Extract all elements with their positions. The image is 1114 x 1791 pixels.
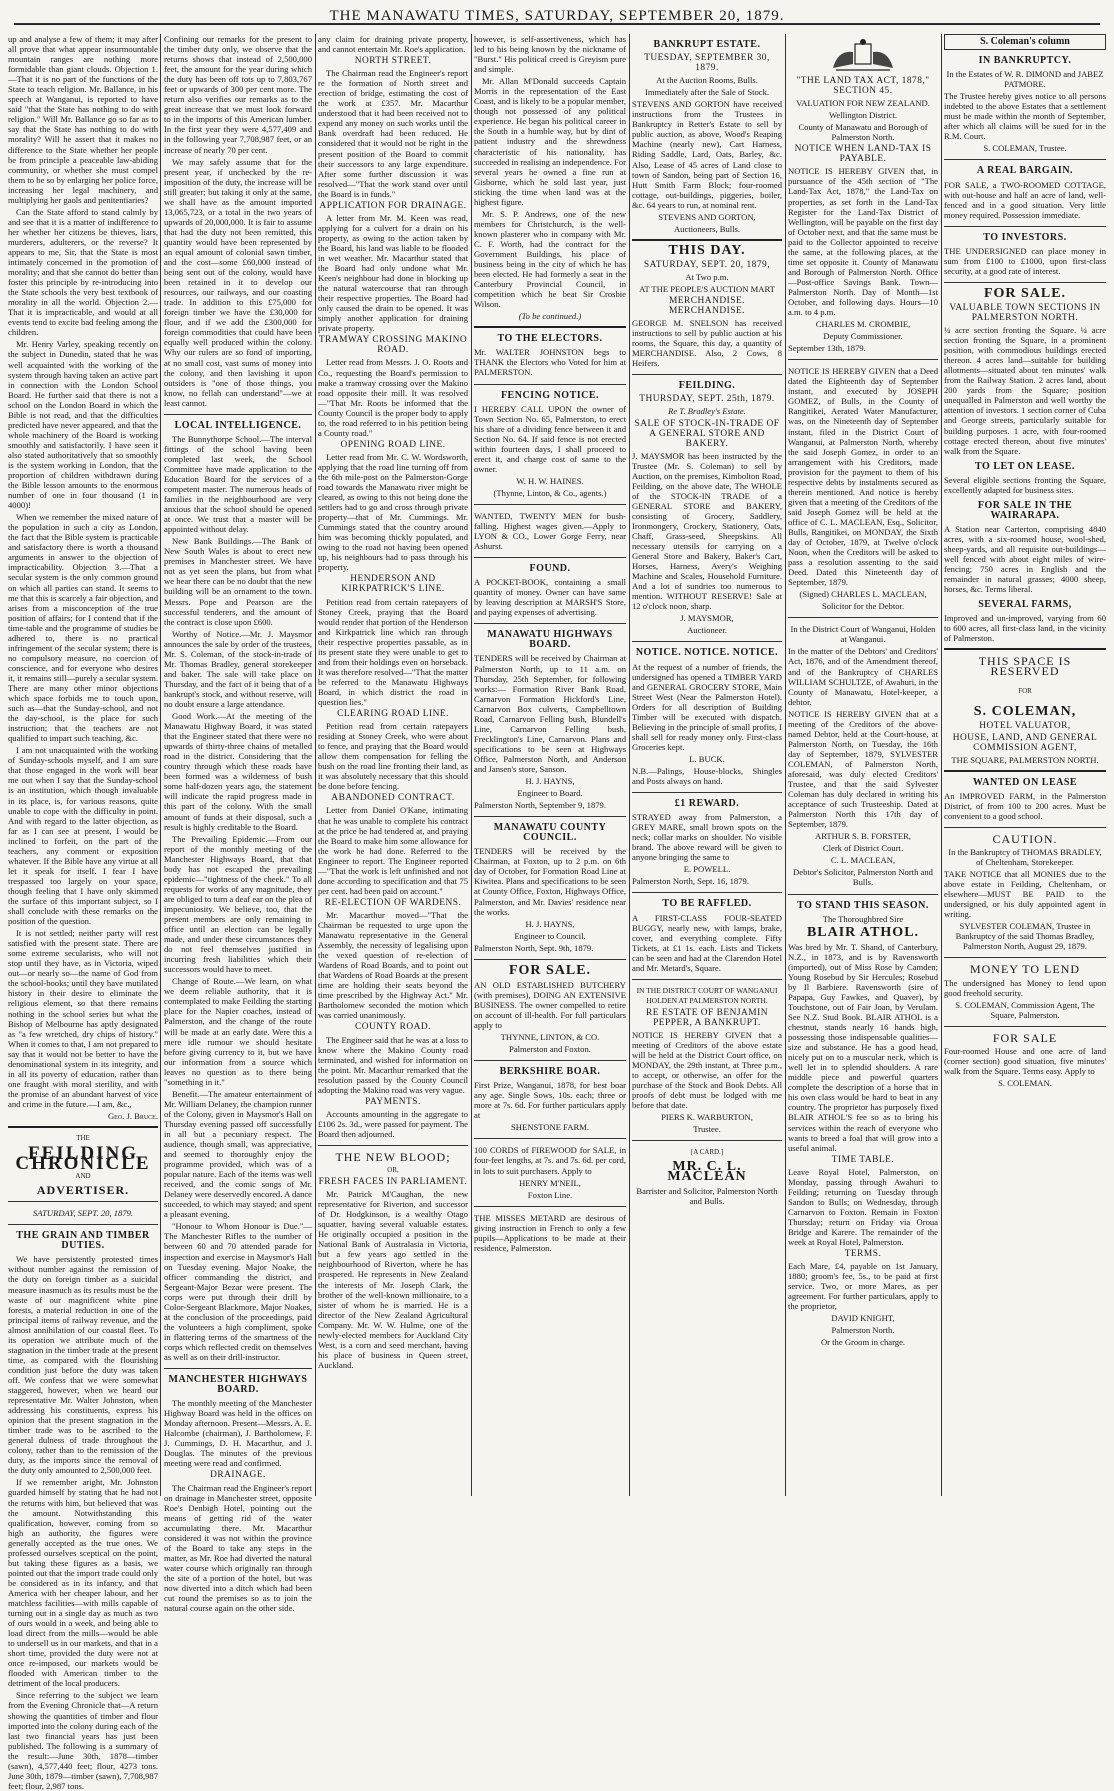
column-box-title: S. Coleman's column: [944, 34, 1106, 50]
ad-body: THE MISSES METARD are desirous of giving instruction in French to only a few pupils—Applications to be made at their residence, Palmerston.: [474, 1212, 626, 1253]
divider: [632, 979, 782, 980]
ad-signature: H. J. HAYNS,: [525, 918, 575, 929]
ad-body: NOTICE IS HEREBY GIVEN that, in pursuance of the 45th section of "The Land-Tax Act, 1878," the Land-Tax on properties, as set forth in the Land-Tax Register for the Land-Tax District of Wellington, will be payable on the first day of October next, and that the same must be paid to the Collector appointed to receive the same, at the following places, at the time set opposite it. County of Manawatu and Borough of Palmerston North. Office—Post-office Savings Bank. Town—Palmerston North. Day of Month—1st October, and following days. Hours—10 a.m. to 4 p.m.: [788, 166, 938, 318]
divider: [474, 384, 626, 385]
ad-signature: (Thynne, Linton, & Co., agents.): [493, 487, 607, 498]
ad-heading: A REAL BARGAIN.: [976, 165, 1074, 177]
article-paragraph: Since referring to the subject we learn from the Evening Chronicle that—A return showing the quantities of timber and flour imported into the colony during each of the last two financial years has just been published. The following is a summary of the result:—June 30th, 1878—timber (sawn), 4,577,440 feet; flour, 4273 tons. June 30th, 1879—timber (sawn), 7,708,987 feet; flour, 2,987 tons.: [8, 1690, 158, 1791]
news-item: The Prevailing Epidemic.—From our report of the monthly meeting of the Manchester Highways Board, that that body has not escaped the prevailing epidemic—"tightness of the cheek." To all requests for works of any magnitude, they are obliged to turn a deaf ear on the plea of impecuniosity. We believe, too, that the present members are only remaining in office until an election can be legally made, and under these circumstances they do not feel themselves justified in incurring fresh liabilities which their successors would have to meet.: [164, 833, 312, 975]
ad-signature: Palmerston North.: [831, 1325, 895, 1336]
news-item: Change of Route.—We learn, on what we deem reliable authority, that it is contemplated to make Feilding the starting place for the Napier coaches, instead of Palmerston, and the change of the route will be made at an early date. Were this a mere idle rumour we should hesitate before giving currency to it, but we have our information from a source which leaves no question as to there being "something in it.": [164, 976, 312, 1087]
ad-heading: FOR SALE.: [983, 285, 1067, 301]
ad-heading: IN BANKRUPTCY.: [978, 55, 1072, 67]
ad-signature: C. L. MACLEAN,: [830, 855, 896, 866]
ad-body: NOTICE IS HEREBY GIVEN that a Deed dated the Eighteenth day of September instant, and executed by JOSEPH GOMEZ, of Bulls, in the County of Rangitikei, Aerated Water Manufacturer, was, on the Nineteenth day of September instant, filed in the District Court of Wanganui, at Palmerston North, whereby the said Joseph Gomez, in order to an arrangement with his Creditors, made provision for the payment to them of his respective debts by instalments secured as therein mentioned. And notice is hereby given that a meeting of the Creditors of the said Joseph Gomez will be held at the office of C. L. MACLEAN, Esq., Solicitor, Bulls, Rangitikei, on MONDAY, the Sixth day of October, 1879, at Twelve o'clock Noon, when the Creditors will be asked to pass a resolution assenting to the said Deed. Dated this Nineteenth day of September, 1879.: [788, 366, 938, 588]
ad-sub: In the Estates of W. R. DIMOND and JABEZ PATMORE.: [946, 69, 1104, 90]
ad-body: STEVENS AND GORTON have received instructions from the Trustees in Bankruptcy in Retter's Estate to sell by public auction, as above, Wood's Reaping Machine (nearly new), Cart Harness, Riding Saddle, Lard, Oats, Barley, &c. Also, Lease of 45 acres of Land close to town of Sandon, being part of Section 16, Hutt Smith Farm Block; four-roomed cottage, out-buildings, piggeries, boiler, &c. 64 years to run, at nominal rent.: [632, 99, 782, 210]
ad-title: NOTICE WHEN LAND-TAX IS PAYABLE.: [794, 144, 932, 165]
section-heading: MANCHESTER HIGHWAYS BOARD.: [168, 1374, 308, 1396]
ad-body: Each Mare, £4, payable on 1st January, 1880; groom's fee, 5s., to be paid at first service. Two, or more Mares, as per agreement. For further particulars, apply to the proprietor,: [788, 1261, 938, 1312]
subheading: CLEARING ROAD LINE.: [337, 709, 449, 720]
ad-heading: BERKSHIRE BOAR.: [499, 1066, 601, 1078]
letter-signature: Geo. J. Bruce.: [107, 1110, 158, 1121]
ad-heading: SEVERAL FARMS,: [978, 599, 1072, 611]
ad-heading: MR. C. L. MACLEAN: [667, 1158, 747, 1184]
ad-signature: J. MAYSMOR,: [680, 613, 734, 624]
ad-heading: TO INVESTORS.: [983, 231, 1067, 243]
ad-time: At Two p.m.: [685, 271, 729, 282]
column-1: [8, 34, 158, 1791]
ad-signature: W. H. W. HAINES.: [516, 475, 584, 486]
agent-name: S. COLEMAN,: [973, 703, 1077, 719]
ad-body: NOTICE IS HEREBY GIVEN that at a meeting of the Creditors of the above-named Debtor, held at the Court-house, at Palmerston North, on Tuesday, the 16th day of September, 1879, SYLVESTER COLEMAN, of Palmerston North, aforesaid, was duly elected Creditors' Trustee, and that the said Sylvester Coleman has duly declared in writing his acceptance of such Trusteeship. Dated at Palmerston North this 17th day of September, 1879.: [788, 708, 938, 830]
ad-date: Palmerston North, Sept. 16, 1879.: [632, 876, 749, 887]
divider: [944, 159, 1106, 160]
ad-signature: Auctioneer.: [687, 625, 727, 636]
ad-body: TENDERS will be received by the Chairman, at Foxton, up to 2 p.m. on 6th day of October, for Formation Road Line at Kiwitea. Plans and specifications to be seen at County Office, Foxton, Highways Office, Palmerston, and Mr. Davies' residence near the works.: [474, 846, 626, 917]
ad-sub: In the Bankruptcy of THOMAS BRADLEY, of Cheltenham, Storekeeper.: [948, 847, 1102, 868]
ad-heading: IN THE DISTRICT COURT OF WANGANUI HOLDEN AT PALMERSTON NORTH.: [636, 985, 778, 1005]
ad-signature: Engineer to Council.: [514, 930, 586, 941]
divider: [318, 1145, 468, 1146]
article-heading-or: OR,: [387, 1166, 399, 1175]
ad-signature: (Signed) CHARLES L. MACLEAN,: [799, 589, 927, 600]
report-paragraph: A letter from Mr. M. Keen was read, applying for a culvert for a drain on his property, as owing to the action taken by the Board, his land was liable to be flooded in wet weather. Mr. Macarthur stated that the Board had only undone what Mr. Keen's neighbour had done in blocking up the natural watercourse that ran through their respective properties. The Board had only caused the drain to be opened. It was simply another application for draining private property.: [318, 212, 468, 334]
news-item: Benefit.—The amateur entertainment of Mr. William Delaney, the champion runner of the Colony, given in Maysmor's Hall on Thursday evening passed off successfully in all but a pecuniary respect. The audience, though small, was appreciative, and seemed to thoroughly enjoy the programme provided, which was of a popular nature. Each of the items was well received, and the comic songs of Mr. Delaney were deservedly encored. A dance succeeded, to which may stayed; and spent a pleasant evening.: [164, 1088, 312, 1220]
ad-signature: ARTHUR S. B. FORSTER,: [815, 831, 911, 842]
ad-sub: VALUABLE TOWN SECTIONS IN PALMERSTON NORTH.: [949, 302, 1101, 323]
divider: [474, 1060, 626, 1061]
divider: [632, 239, 782, 241]
ad-heading: BANKRUPT ESTATE.: [653, 39, 761, 50]
ad-body: FOR SALE, a TWO-ROOMED COTTAGE, with out-house and half an acre of land, well-fenced and in a good situation. Very little money required. Possession immediate.: [944, 179, 1106, 220]
paper-and: AND: [75, 1172, 91, 1181]
divider: [474, 504, 626, 505]
paper-the: THE: [76, 1134, 90, 1143]
article-paragraph: Confining our remarks for the present to the timber duty only, we observe that the returns shows that instead of 2,500,000 feet, the amount for the year during which the duty has been off tots up to 7,803,767 feet or upwards of 300 per cent more. The return also verifies our remarks as to the great increase that we must look forward to in the imports of this American lumber. In the first year they were 4,577,409 and in the following year 7,708,987 feet, or an increase of nearly 70 per cent.: [164, 34, 312, 155]
ad-heading: FENCING NOTICE.: [500, 389, 600, 401]
ad-date: Palmerston North, September 9, 1879.: [474, 800, 606, 811]
divider: [474, 623, 626, 624]
news-item: New Bank Buildings.—The Bank of New South Wales is about to erect new premises in Manchester street. We have not as yet seen the plans, but from what we hear there can be no doubt that the new building will be an ornament to the town. Messrs. Pope and Pearson are the successful tenderers, and the amount of the contract is close upon £600.: [164, 536, 312, 627]
divider: [632, 374, 782, 375]
ad-body: WANTED, TWENTY MEN for bush-falling. Highest wages given.—Apply to LYON & CO., Lower Gorge Ferry, near Ashurst.: [474, 510, 626, 552]
report-paragraph: The monthly meeting of the Manchester Highway Board was held in the offices on Monday afternoon. Present—Messrs. A. E. Halcombe (chairman), J. Bartholomew, F. J. Cummings, D. H. Macarthur, and J. Douglas. The minutes of the previous meeting were read and confirmed.: [164, 1398, 312, 1469]
divider: [632, 641, 782, 642]
divider: [632, 792, 782, 793]
subheading: OPENING ROAD LINE.: [340, 439, 446, 450]
agent-role: HOUSE, LAND, AND GENERAL COMMISSION AGENT,: [952, 732, 1098, 753]
ad-signature: CHARLES M. CROMBIE,: [815, 319, 911, 330]
ad-heading: FOR SALE IN THE WAIRARAPA.: [977, 499, 1073, 521]
ad-signature: L. BUCK.: [689, 753, 725, 764]
ad-signature: S. COLEMAN, Trustee.: [983, 143, 1067, 154]
divider: [944, 770, 1106, 772]
letter-paragraph: When we remember the mixed nature of the population in such a city as London, the fact that the Bible system is practicable and satisfactory there is worth a thousand arguments in answer to the objection of impracticability. Objection 3.—That a secular system is the only common ground on which all parties can stand. It seems to me that this is scarcely a fair objection, and arises from a misconception of the true position of affairs; for I contend that if the time-table and the programme of studies be adhered to, there is no practical infringement of the secular system; there is no compulsory measure, no coercion of conscience, and for everyone who desires it, it remains still—purely a secular system. There are many other minor objections which space forbids me to touch upon, such as—that the Sunday-school, and not the day-school, is the place for such instruction; that the teachers are not qualified to impart such teaching, &c.: [8, 512, 158, 744]
article-heading: THE NEW BLOOD;: [335, 1149, 451, 1164]
divider: [632, 1140, 782, 1141]
column-7: [944, 34, 1106, 1496]
ad-body: Barrister and Solicitor, Palmerston North and Bulls.: [636, 1185, 778, 1206]
ad-date: THURSDAY, SEPT. 25th, 1879.: [639, 394, 775, 405]
column-rule: [785, 34, 786, 1496]
ad-heading: WANTED ON LEASE: [972, 776, 1078, 788]
article-paragraph: We may safely assume that for the present year, if unchecked by the re-imposition of the duty, the increase will be still greater; but taking it only at the same, we shall have as the amount imported 13,065,723, or a total in the two years of upwards of 20,000,000. It is fair to assume that had the duty not been remitted, this quantity would have been represented by an equal amount of colonial sawn timber, and the cost—some £60,000 instead of being sent out of the colony, would have been retained in it to develop our resources, our railways, and our coasting trade. In addition to this £75,000 for foreign timber we have the £30,000 for flour, and if we add the £300,000 for foreign commodities that could have been equally well produced within the colony. Why our rulers are so fond of importing, at no small cost, vast sums of money into the colony, and then lavishing it upon outsiders is "one of those things, you know, no fellah can understand"—we at least cannot.: [164, 156, 312, 408]
column-4: [474, 34, 626, 1496]
divider: [474, 1138, 626, 1139]
ad-signature: DAVID KNIGHT,: [831, 1313, 895, 1324]
subheading: TRAMWAY CROSSING MAKINO ROAD.: [318, 335, 468, 356]
news-item: The Bunnythorpe School.—The interval fittings of the school having been completed last week, the School Committee have made application to the Education Board for the services of a competent master. The numerous heads of families in the neighbourhood are very anxious that the school should be opened at once. We trust that a master will be appointed without delay.: [164, 433, 312, 535]
ad-body: ¼ acre section fronting the Square. ¼ acre section fronting the Square, in a prominent position, with commodious buildings erected thereon. 4 acres land—suitable for building allotments—situated about ten minutes' walk from the Railway Station. 2 acres land, about 200 yards from the Square; position unequalled in Palmerston and well worthy the attention of investors. 1 section corner of Cuba and George streets, particularly suitable for building purposes. 1 acre, with four-roomed cottage erected thereon, about five minutes' walk from the Square.: [944, 325, 1106, 456]
ad-body: The Trustee hereby gives notice to all persons indebted to the above Estates that a settlement must be made within the month of September, after which all claims will be sued for in the R.M. Court.: [944, 91, 1106, 142]
masthead-rule: [14, 23, 1100, 25]
ad-body: An IMPROVED FARM, in the Palmerston District, of from 100 to 200 acres. Must be convenient to a good school.: [944, 790, 1106, 821]
ad-signature: S. COLEMAN.: [998, 1077, 1052, 1088]
ad-heading: £1 REWARD.: [674, 798, 740, 810]
ad-location: AT THE PEOPLE'S AUCTION MART: [639, 283, 775, 294]
ad-heading: FOR SALE.: [508, 962, 592, 978]
ad-body: GEORGE M. SNELSON has received instructions to sell by public auction at his rooms, the Square, this day, a quantity of MERCHANDISE. Also, 2 Cows, 8 Heifers.: [632, 318, 782, 369]
ad-sub: Re T. Bradley's Estate.: [668, 406, 746, 417]
agent-address: THE SQUARE, PALMERSTON NORTH.: [951, 754, 1099, 765]
ad-signature: SYLVESTER COLEMAN, Trustee in Bankruptcy of the said Thomas Bradley, Palmerston North, August 29, 1879.: [955, 921, 1095, 952]
news-item: Good Work.—At the meeting of the Manawatu Highway Board, it was stated that the Engineer stated that there were no upwards of thirty-three chains of metalled road in the district. Considering that the country through which these roads have been formed was a wilderness of bush some half-dozen years ago, the statement will indicate the rapid progress made in this part of the colony. With the small amount of funds at their disposal, such a result is highly creditable to the Board.: [164, 711, 312, 832]
ad-body: J. MAYSMOR has been instructed by the Trustee (Mr. S. Coleman) to sell by Auction, on the premises, Kimbolton Road, Feilding, on the above date, The WHOLE of the STOCK-IN TRADE of a GENERAL STORE and BAKERY, consisting of Grocery, Saddlery, Ironmongery, Crockery, Stationery, Oats, Chaff, Grass-seed, Sheepskins. All necessary utensils for carrying on a General Store and Bakery, Baker's Cart, Horses, Harness, Avery's Weighing Machine and Scales, Household Furniture. And a lot of sundries too numerous to mention. WITHOUT RESERVE! Sale at 12 o'clock noon, sharp.: [632, 450, 782, 612]
ad-district: Wellington District.: [828, 110, 898, 121]
ad-body: Improved and un-improved, varying from 60 to 600 acres, all first-class land, in the vicinity of Palmerston.: [944, 613, 1106, 644]
divider: [632, 892, 782, 893]
ad-heading: MANAWATU COUNTY COUNCIL.: [493, 822, 607, 844]
ad-sub: VALUATION FOR NEW ZEALAND.: [796, 98, 930, 109]
subheading: APPLICATION FOR DRAINAGE.: [319, 200, 467, 211]
ad-body: First Prize, Wanganui, 1878, for best boar any age. Single Sows, 10s. each; three or more at 7s. 6d. For further particulars apply at: [474, 1080, 626, 1121]
ad-date: TUESDAY, SEPTEMBER 30, 1879.: [644, 53, 770, 74]
ad-body: A Station near Carterton, comprising 4840 acres, with a six-roomed house, wool-shed, sheep-yards, and all requisite out-buildings—well fenced with about eight miles of wire-fencing; 750 acres in English and the remainder in natural grasses; 4000 sheep, horses, &c. Terms liberal.: [944, 523, 1106, 595]
reserved-for: FOR: [1018, 687, 1032, 696]
report-paragraph: Petition read from certain ratepayers residing at Stoney Creek, who were about to fence, and praying that the Board would allow them compensation for felling the bush on the road line fronting their land, as it was absolutely necessary that this should be done before fencing.: [318, 721, 468, 792]
ad-signature: Solicitor for the Debtor.: [821, 601, 905, 612]
ad-county: County of Manawatu and Borough of Palmerston North.: [798, 122, 928, 143]
ad-signature: Engineer to Board.: [517, 788, 583, 799]
ad-signature: STEVENS AND GORTON,: [658, 211, 756, 222]
ad-body: STRAYED away from Palmerston, a GREY MARE, small brown spots on the neck; collar marks on shoulder. No visible brand. The above reward will be given to anyone bringing the same to: [632, 812, 782, 863]
ad-body: Several eligible sections fronting the Square, excellently adapted for business sites.: [944, 474, 1106, 495]
divider: [474, 326, 626, 328]
ad-signature: Debtor's Solicitor, Palmerston North and Bulls.: [793, 867, 933, 888]
report-paragraph: any claim for draining private property, and cannot entertain Mr. Roe's application.: [318, 34, 468, 55]
column-rule: [160, 34, 161, 1496]
ad-body: Was bred by Mr. T. Shand, of Canterbury, N.Z., in 1873, and is by Ravensworth (imported), out of Miss Rose by Camden; Young Rosebud by Sir Hercules; Rosebud by Il Barbiere. Ravensworth (sire of Papapa, Guy Fawkes, and Quaver), by Touchstone, out of Fair Joan, by Verulam. See N.Z. Stud Book. BLAIR ATHOL is a chestnut, stands nearly 16 hands high, possessing those indispensable qualities—size and substance. He has a good head, nicely put on to a muscular neck, which is well let in to splendid shoulders. A rare middle piece and powerful quarters complete the description of a horse that in his own class would be hard to beat in any country. The proprietor has purposely fixed BLAIR ATHOL'S fee so as to bring his services within the reach of everyone who wants to breed a foal that will grow into a useful animal.: [788, 941, 938, 1153]
divider: [8, 1126, 158, 1128]
report-paragraph: Letter read from Mr. C. W. Wordsworth, applying that the road line turning off from the 6th mile-post on the Palmerston-Gorge road towards the Manawatu river might be cleared, as owing to this not being done the settlers had to go and cross through private property—that of Mr. Cummings. Mr. Cummings stated that the country around him was becoming thickly populated, and owing to the road not having been opened up, his neighbours had to pass through his property.: [318, 451, 468, 573]
paper-name: FEILDING CHRONICLE: [15, 1143, 151, 1175]
ad-signature: Palmerston and Foxton.: [509, 1044, 591, 1055]
news-item: "Honour to Whom Honour is Due."—The Manchester Rifles to the number of between 60 and 70 attended parade for inspection and exercise in Maysmor's Hall on Tuesday evening. Major Noake, the officer commanding the district, and Sergeant-Major Bezar were present. The corps were put through their drill by Color-Sergeant Blackmore, Major Noakes, at the conclusion of the proceedings, paid the volunteers a high compliment, spoke in flattering terms of the smartness of the corps which reflected credit on themselves as well as on their drill-instructor.: [164, 1221, 312, 1362]
divider: [944, 957, 1106, 958]
ad-body: At the request of a number of friends, the undersigned has opened a TIMBER YARD and GENERAL GROCERY STORE, Main Street West (Near the Palmerston Hotel). Orders for all description of Building Timber will be executed with dispatch. Believing in the principle of small profits, I shall sell for ready money only. First-class Groceries kept.: [632, 661, 782, 752]
ad-body: THE UNDERSIGNED can place money in sum from £100 to £1000, upon first-class security, at a good rate of interest.: [944, 245, 1106, 276]
ad-body: A FIRST-CLASS FOUR-SEATED BUGGY, nearly new, with lamps, brake, cover, and everything complete. Fifty Tickets, at £1 1s. each. Lists and Tickets can be seen and had at the Clarendon Hotel and Mr. Metard's, Square.: [632, 912, 782, 973]
ad-location: At the Auction Rooms, Bulls.: [656, 75, 758, 86]
article-paragraph: Mr. Allan M'Donald succeeds Captain Morris in the representation of the East Coast, and is likely to be a popular member, though not possessed of any political experience. He began his political career in the South in a humble way, but by dint of patient industry and the shrewdness characteristic of his nationality, has succeeded in realising an independence. For several years he owned a fine run at Gisborne, which he sold last year, just sticking the time when land was at the highest figure.: [474, 76, 626, 207]
masthead-title: THE MANAWATU TIMES, SATURDAY, SEPTEMBER 20, 1879.: [329, 8, 785, 24]
ad-date: September 13th, 1879.: [788, 343, 866, 354]
ad-sub: Immediately after the Sale of Stock.: [644, 87, 770, 98]
ad-heading: TO BE RAFFLED.: [662, 898, 752, 910]
divider: [944, 1026, 1106, 1027]
ad-heading: CAUTION.: [992, 831, 1058, 846]
divider: [8, 1224, 158, 1225]
ad-heading: NOTICE. NOTICE. NOTICE.: [635, 647, 779, 659]
ad-body: TAKE NOTICE that all MONIES due to the above estate in Feilding, Cheltenham, or elsewhere—MUST BE PAID to the undersigned, or his duly appointed agent in writing.: [944, 869, 1106, 920]
section-heading: LOCAL INTELLIGENCE.: [174, 419, 302, 431]
article-paragraph: Mr. S. P. Andrews, one of the new members for Christchurch, is the well-known plasterer who in company with Mr. C. F. Worth, had the contract for the Government Buildings, his place of business being in the city of which he has been elected. He had formerly a seat in the Canterbury Provincial Council, in competition which he beat Sir Crosbie Wilson.: [474, 208, 626, 310]
ad-signature: SHENSTONE FARM.: [511, 1122, 589, 1133]
divider: [944, 827, 1106, 828]
subheading: DRAINAGE.: [210, 1470, 266, 1481]
ad-note: N.B.—Palings, House-blocks, Shingles and Posts always on hand.: [632, 766, 782, 787]
article-subheading: FRESH FACES IN PARLIAMENT.: [318, 1177, 468, 1188]
paper-date: SATURDAY, SEPT. 20, 1879.: [32, 1208, 134, 1219]
report-paragraph: Mr. Macarthur moved—"That the Chairman be requested to urge upon the Manawatu representative in the General Assembly, the necessity of legalising upon the vexed question of re-election of Wardens of Road Boards, and to point out that Wardens of Road Boards at the present time are holding their seats beyond the time prescribed by the Highway Act." Mr. Bartholomew seconded the motion which was carried unanimously.: [318, 909, 468, 1021]
ad-body: The undersigned has Money to lend upon good freehold security.: [944, 977, 1106, 998]
ad-signature: Auctioneers, Bulls.: [673, 223, 741, 234]
ad-signature: E. POWELL.: [683, 864, 731, 875]
ad-signature: PIERS K. WARBURTON,: [661, 1112, 753, 1123]
ad-heading: TO STAND THIS SEASON.: [797, 899, 929, 911]
agent-role: HOTEL VALUATOR,: [979, 720, 1071, 731]
letter-paragraph: up and analyse a few of them; it may after all prove that what appear insurmountable mountain ranges are nothing more formidable than giant clouds. Objection 1.—That it is no part of the functions of the State to teach religion. Mr. Ballance, in his speech at Wanganui, is reported to have said "that the State has nothing to do with religion." Will Mr. Ballance go so far as to say that the State has nothing to do with morality? Will he assert that it makes no difference to the State whether her people be from principle a peaceable law-abiding community, or whether she must compel them to be so by enlarging her police force, increasing her legal machinery, and multiplying her gaols and penitentiaries?: [8, 34, 158, 205]
report-paragraph: The Chairman read the Engineer's report re the formation of North street and erection of bridge, estimating the cost of the work at £357. Mr. Macarthur understood that it had been received not to expend any money on such works until the Bank overdraft had been reduced. He considered that it would not be right in the present position of the Board to commit their successors to any large expenditure. After some further discussion it was resolved—"That the work stand over until the Board is in funds.": [318, 68, 468, 199]
subheading: RE-ELECTION OF WARDENS.: [324, 897, 462, 908]
ad-body: 100 CORDS of FIREWOOD for SALE, in four-feet lengths, at 7s. and 7s. 6d. per cord, in lots to suit purchasers. Apply to: [474, 1145, 626, 1176]
horse-name: BLAIR ATHOL.: [806, 924, 920, 940]
divider: [788, 617, 938, 618]
subheading: ABANDONED CONTRACT.: [331, 793, 455, 804]
ad-heading: FEILDING.: [678, 380, 736, 392]
column-3: [318, 34, 468, 1496]
ad-heading: In the District Court of Wanganui, Holden at Wanganui.: [790, 624, 936, 645]
article-paragraph: Mr. Patrick M'Caughan, the new representative for Riverton, and successor of Dr. Hodgkinson, is a wealthy Otago squatter, having several valuable estates. He originally occupied a position in the National Bank of Australasia in Victoria, but a few years ago settled in the neighbourhood of Riverton, where he has prospered. He represents in New Zealand the interests of Mr. Joseph Clark, the brother of the well-known millionaire, to a sister of whom he is married. He is a director of the New Zealand Agricultural Company. Mr. W. W. Hulme, one of the newly-elected members for Auckland City West, is a corn and seed merchant, having his place of business in Queen street, Auckland.: [318, 1189, 468, 1370]
letter-paragraph: I am not unacquainted with the working of Sunday-schools myself, and I am sure that those engaged in the work will bear me out when I say that the Sunday-school is an institution, which though invaluable in its place, is, for various reasons, quite unable to cope with the difficulty in point. And with regard to the latter objection, as far as I can see at present, I would be inclined to forfeit, on the part of the teachers, any comment or exposition whatever. If the Bible have any virtue at all let it speak for itself. I fear I have trespassed too largely on your space, though feeling that I have only skimmed the surface of this important subject, so I shall conclude with these remarks on the position of the question.: [8, 745, 158, 927]
ad-sub: The Thoroughbred Sire: [822, 913, 904, 924]
subheading: TIME TABLE.: [831, 1154, 895, 1165]
column-rule: [315, 34, 316, 1496]
divider: [788, 359, 938, 360]
ad-signature: THYNNE, LINTON, & CO.: [500, 1032, 600, 1043]
letter-paragraph: Mr. Henry Varley, speaking recently on the subject in Dunedin, stated that he was well acquainted with the working of the system through having taken an active part in connection with the London School Board. He further said that there is not a school on the London Board in which the Bible is not read, and that the difficulties predicted have never appeared, and that the whole machinery of the Board is working smoothly and satisfactorily. I have seen it also stated authoritatively that so smoothly is the system working in London, that the proportion of children withdrawn during the Bible lesson amounts to the enormous number of one in four thousand (1 in 4000)!: [8, 339, 158, 511]
report-paragraph: Letter from Daniel O'Kane, intimating that he was unable to complete his contract at the price he had tendered at, and praying the Board to make him some allowance for the work he had done. Referred to the Engineer to report. The Engineer reported—"That the work is left unfinished and not done according to specification and that 75 per cent. had been paid on account.": [318, 805, 468, 896]
article-heading: THE GRAIN AND TIMBER DUTIES.: [16, 1230, 150, 1252]
ad-body: Four-roomed House and one acre of land (corner section) good situation, five minutes' walk from the Square. Terms easy. Apply to: [944, 1045, 1106, 1076]
report-paragraph: Petition read from certain ratepayers of Stoney Creek, praying that the Board would render that portion of the Henderson and Kirkpatrick line which ran through their respective properties passable, as in its present state they were unable to get to and from their holdings even on horseback. It was therefore resolved—"That the matter be referred to the Manawatu Highways Board, in which district the road in question lies.": [318, 596, 468, 707]
article-paragraph: however, is self-assertiveness, which has led to his being known by the nickname of "Burst." His political creed is Greyism pure and simple.: [474, 34, 626, 75]
divider: [788, 894, 938, 895]
column-rule: [941, 34, 942, 1496]
ad-signature: H. J. HAYNS,: [525, 776, 575, 787]
column-rule: [471, 34, 472, 1496]
divider: [474, 557, 626, 558]
ad-date: SATURDAY, SEPT. 20, 1879,: [643, 259, 771, 270]
ad-signature: S. COLEMAN, Commission Agent, The Square, Palmerston.: [955, 999, 1095, 1020]
column-6: [788, 34, 938, 1496]
ad-heading: TO LET ON LEASE.: [975, 460, 1075, 472]
letter-paragraph: Can the State afford to stand calmly by and see that it is a matter of indifference to her whether her citizens be thieves, liars, murderers, adulterers, or the reverse? It appears to me, Sir, that the State is most intimately concerned in the promotion of morality; and that she cannot do better than foster this principle by re-introducing into the State schools the very best textbook of morality in all the world. Objection 2.—That it is impracticable, and would at all events tend to excite bad feeling among the children.: [8, 206, 158, 338]
subheading: NORTH STREET.: [354, 56, 432, 67]
continued-note: (To be continued.): [518, 311, 582, 322]
column-2: [164, 34, 312, 1614]
ad-title: "THE LAND TAX ACT, 1878," SECTION 45.: [796, 76, 930, 97]
report-paragraph: Accounts amounting in the aggregate to £106 2s. 3d., were passed for payment. The Board then adjourned.: [318, 1108, 468, 1139]
ad-signature: Or the Groom in charge.: [820, 1337, 906, 1348]
subheading: COUNTY ROAD.: [355, 1022, 431, 1033]
divider: [164, 414, 312, 415]
ad-date: Palmerston North, Sept. 9th, 1879.: [474, 942, 594, 953]
royal-crest-icon: [828, 38, 898, 72]
ad-signature: Trustee.: [693, 1124, 721, 1135]
ad-signature: Deputy Commissioner.: [823, 331, 903, 342]
divider: [474, 816, 626, 817]
ad-body: NOTICE IS HEREBY GIVEN that a meeting of Creditors of the above estate will be held at the District Court office, on MONDAY, the 29th instant, at Three p.m., to accept, or otherwise, an offer for the purchase of the Stock and Book Debts. All proofs of debt must be lodged with me before that date.: [632, 1029, 782, 1111]
ad-signature: HENRY M'NEIL,: [519, 1177, 581, 1188]
divider: [474, 1206, 626, 1207]
ad-heading: MANAWATU HIGHWAYS BOARD.: [487, 629, 613, 651]
ad-body: A POCKET-BOOK, containing a small quantity of money. Owner can have same by leaving description at MARSH'S Store, and paying expenses of advertising.: [474, 577, 626, 618]
divider: [944, 282, 1106, 283]
divider: [944, 226, 1106, 227]
divider: [164, 1368, 312, 1369]
divider: [474, 959, 626, 960]
column-rule: [629, 34, 630, 1496]
ad-body: In the matter of the Debtors' and Creditors' Act, 1876, and of the Amendment thereof, and of the Bankruptcy of CHARLES WILLIAM SCHULTZE, of Awahuri, in the County of Manawatu, Hotel-keeper, a debtor.: [788, 646, 938, 707]
subheading: HENDERSON AND KIRKPATRICK'S LINE.: [341, 574, 445, 595]
ad-signature: Clerk of District Court.: [822, 843, 904, 854]
column-5: [632, 34, 782, 1496]
divider: [8, 1201, 158, 1202]
ad-heading: FOR SALE: [992, 1030, 1058, 1045]
ad-signature: Foxton Line.: [527, 1189, 573, 1200]
report-paragraph: The Chairman read the Engineer's report on drainage in Manchester street, opposite Roe's Denbigh Hotel, pointing out the means of getting rid of the water accumulating there. Mr. Macarthur considered it was not within the province of the Board to take any steps in the matter, as Mr. Roe had diverted the natural water course which originally ran through the site of a portion of the hotel, but was now diverted into a ditch which had been cut round the premises so as to join the natural course again on the other side.: [164, 1482, 312, 1614]
news-item: Worthy of Notice.—Mr. J. Maysmor announces the sale by order of the trustees, Mr. S. Coleman, of the stock-in-trade of Mr. Thomas Bradley, general storekeeper and baker. The sale will take place on Thursday, and the fact of it being that of a bankrupt's stock, and without reserve, will no doubt ensure a large attendance.: [164, 628, 312, 709]
ad-body: AN OLD ESTABLISHED BUTCHERY (with premises), DOING AN EXTENSIVE BUSINESS. The owner compelled to retire on account of ill-health. For full particulars apply to: [474, 979, 626, 1030]
paper-advertiser: ADVERTISER.: [36, 1183, 130, 1198]
ad-body: I HEREBY CALL UPON the owner of Town Section No. 65, Palmerston, to erect his share of a dividing fence between it and Section No. 64. If said fence is not erected within fourteen days, I shall proceed to erect it, and charge cost of same to the owner.: [474, 403, 626, 474]
masthead: [0, 0, 1114, 32]
divider: [944, 648, 1106, 650]
article-paragraph: If we remember aright, Mr. Johnston guarded himself by stating that he had not the returns with him, but believed that was the amount. Notwithstanding this qualification, however, coming from so high an authority, the figures were generally accepted as the true ones. We professed ourselves sceptical on the point, but taking these figures as a basis, we pointed out that the import trade could only be considered as in its infancy, and that America with her cheaper labour, and her matchless facilities—with mills capable of turning out in a single day as much as two of ours would in a week, and being able to load direct from the mills—would be able to undersell us in our markets, and that in a short time, provided the duty were not at once re-imposed, our markets would be flooded with American timber to the detriment of the local producers.: [8, 1477, 158, 1689]
ad-heading: TO THE ELECTORS.: [497, 333, 603, 345]
report-paragraph: The Engineer said that he was at a loss to know where the Makino County road terminated, and wished for information on the point. Mr. Macarthur remarked that the resolution passed by the County Council adopting the Makino road was very vague.: [318, 1034, 468, 1095]
ad-title: RE ESTATE OF BENJAMIN PEPPER, A BANKRUPT.: [646, 1007, 768, 1028]
subheading: PAYMENTS.: [365, 1096, 421, 1107]
ad-heading: MONEY TO LEND: [969, 962, 1081, 977]
ad-body: Mr. WALTER JOHNSTON begs to THANK the Electors who Voted for him at PALMERSTON.: [474, 347, 626, 378]
ad-heading: FOUND.: [529, 563, 571, 575]
report-paragraph: Letter read from Messrs. J. O. Roots and Co., requesting the Board's permission to make a tramway crossing over the Makino road opposite their mill. It was resolved—"That Mr. Roots be informed that the County Council is the proper body to apply to, the road referred to in his petition being a County road.": [318, 357, 468, 438]
reserved-space-heading: THIS SPACE IS RESERVED: [978, 654, 1072, 679]
letter-paragraph: It is not settled; neither party will rest satisfied with the present state. There are some extreme secularists, who will not stop until they have, as in Victoria, wiped out—or nearly so—the name of God from the school-books; until they have mutilated history in their desire to eliminate the religious element, so that there remains nothing in the school series but what the Bishop of Melbourne has aptly designated as "a few wretched, dry chips of history." When it comes to that, I am not prepared to say that it would not be better to have the denominational system in its integrity, and in all its poverty of education, rather than one fraught with moral sterility, and with the promise of an abundant harvest of vice and crime in the future.—I am, &c.,: [8, 928, 158, 1109]
ad-body: TENDERS will be received by Chairman at Palmerston North, up to 11 a.m. on Thursday, 25th September, for following works:— Formation River Bank Road, Carnarvon Formation Hickford's Line, Carnarvon Box culverts, Campbelltown Road, Carnarvon Felling bush, Blundell's Line, Carnarvon Felling bush, Frecklington's Line, Carnarvon. Plans and specifications to be seen at Highways Office, Palmerston North, and Anderson and Jansen's store, Sanson.: [474, 653, 626, 774]
ad-heading: THIS DAY.: [668, 242, 746, 258]
ad-card-label: [A CARD.]: [690, 1148, 724, 1157]
ad-title: MERCHANDISE. MERCHANDISE.: [668, 296, 746, 317]
subheading: TERMS.: [844, 1249, 882, 1260]
article-paragraph: We have persistently protested times without number against the remission of the duty on foreign timber as a suicidal measure inasmuch as its results must be the waste of our magnificent white pine forests, a material reduction in one of the principal items of railway revenue, and the almost annihilation of our coastal fleet. To its operation we attribute much of the stagnation in the timber trade at the present time, as compared with the flourishing condition just before the duty was taken off. We confess that we were somewhat staggered, however, when we heard our representative Mr. Walter Johnston, when addressing his constituents, express his opinion that the present stagnation in the timber trade was to be ascribed to the general dulness of trade throughout the colony, rather than to the remission of the duty, as the imports since the removal of the duty only amounted to 2,500,000 feet.: [8, 1254, 158, 1476]
ad-body: Leave Royal Hotel, Palmerston, on Monday, passing through Awahuri to Feilding; returning on Tuesday through Sandon to Bulls; on Wednesday, through Carnarvon to Foxton. Remain in Foxton Thursday; return on Friday via Oroua Bridge and Karere. The remainder of the week at Royal Hotel, Palmerston.: [788, 1166, 938, 1248]
ad-title: SALE OF STOCK-IN-TRADE OF A GENERAL STORE AND BAKERY.: [634, 418, 780, 449]
